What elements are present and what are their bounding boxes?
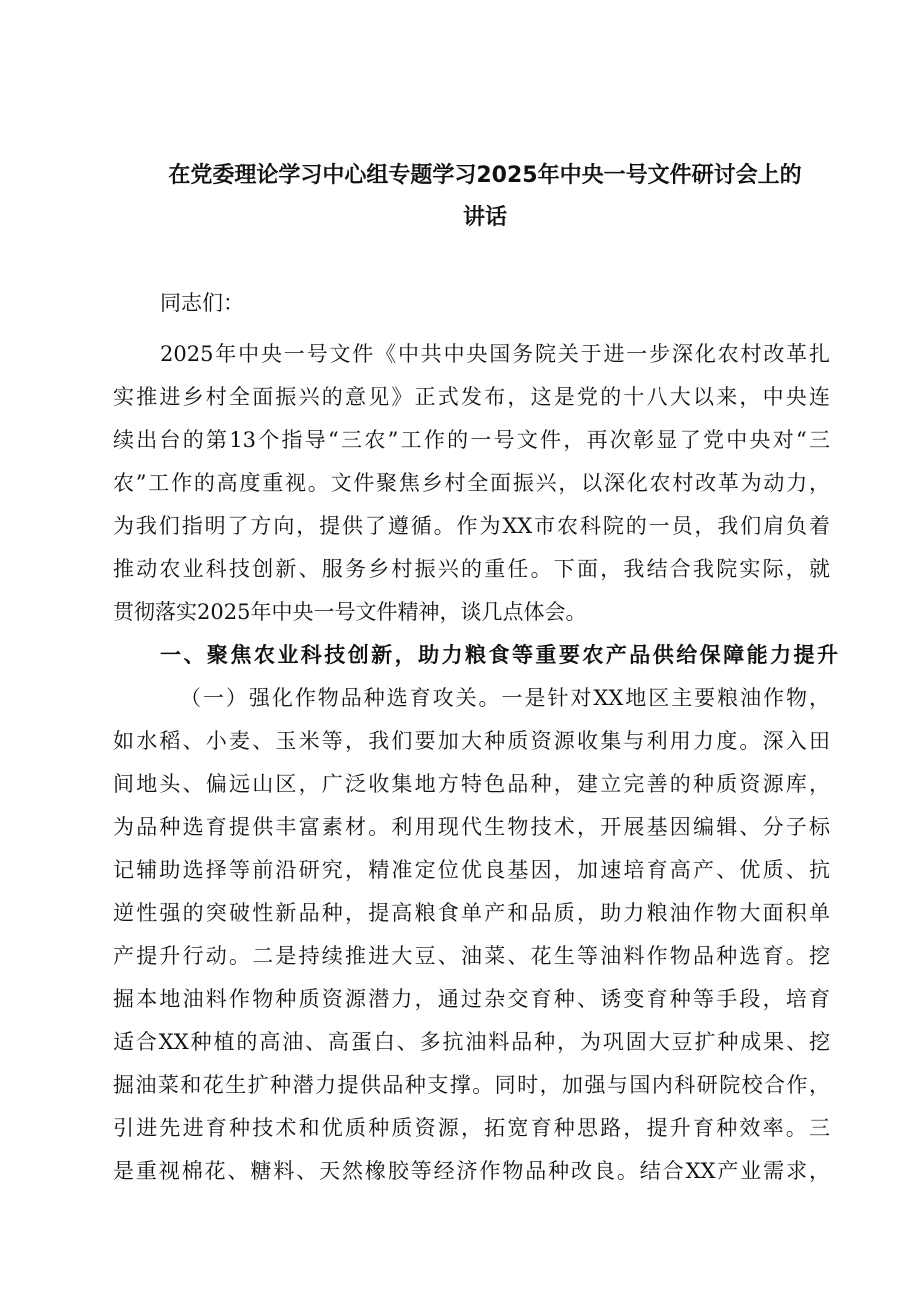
body-line: 如水稻、小麦、玉米等，我们要加大种质资源收集与利用力度。深入田 xyxy=(113,729,830,753)
intro-line: 推动农业科技创新、服务乡村振兴的重任。下面，我结合我院实际，就 xyxy=(113,557,830,581)
salutation: 同志们： xyxy=(160,291,244,315)
intro-line: 实推进乡村全面振兴的意见》正式发布，这是党的十八大以来，中央连 xyxy=(113,385,830,409)
body-line: 为品种选育提供丰富素材。利用现代生物技术，开展基因编辑、分子标 xyxy=(113,815,830,839)
body-line: （一）强化作物品种选育攻关。一是针对XX地区主要粮油作物， xyxy=(180,686,830,710)
document-title-line-1: 在党委理论学习中心组专题学习2025年中央一号文件研讨会上的 xyxy=(168,163,802,188)
body-line: 产提升行动。二是持续推进大豆、油菜、花生等油料作物品种选育。挖 xyxy=(113,944,830,968)
intro-line: 2025年中央一号文件《中共中央国务院关于进一步深化农村改革扎 xyxy=(160,342,830,366)
intro-line: 续出台的第13个指导“三农”工作的一号文件，再次彰显了党中央对“三 xyxy=(113,428,830,452)
body-line: 掘本地油料作物种质资源潜力，通过杂交育种、诱变育种等手段，培育 xyxy=(113,987,830,1011)
body-line: 引进先进育种技术和优质种质资源，拓宽育种思路，提升育种效率。三 xyxy=(113,1116,830,1140)
intro-line: 贯彻落实2025年中央一号文件精神，谈几点体会。 xyxy=(113,600,587,624)
body-line: 掘油菜和花生扩种潜力提供品种支撑。同时，加强与国内科研院校合作， xyxy=(113,1073,830,1097)
body-line: 是重视棉花、糖料、天然橡胶等经济作物品种改良。结合XX产业需求， xyxy=(113,1159,830,1183)
document-title-line-2: 讲话 xyxy=(462,205,507,230)
section-1-heading: 一、聚焦农业科技创新，助力粮食等重要农产品供给保障能力提升 xyxy=(160,643,838,667)
body-line: 逆性强的突破性新品种，提高粮食单产和品质，助力粮油作物大面积单 xyxy=(113,901,830,925)
body-line: 适合XX种植的高油、高蛋白、多抗油料品种，为巩固大豆扩种成果、挖 xyxy=(113,1030,830,1054)
body-line: 记辅助选择等前沿研究，精准定位优良基因，加速培育高产、优质、抗 xyxy=(113,858,830,882)
body-line: 间地头、偏远山区，广泛收集地方特色品种，建立完善的种质资源库， xyxy=(113,772,830,796)
intro-line: 农”工作的高度重视。文件聚焦乡村全面振兴，以深化农村改革为动力， xyxy=(113,471,830,495)
intro-line: 为我们指明了方向，提供了遵循。作为XX市农科院的一员，我们肩负着 xyxy=(113,514,830,538)
